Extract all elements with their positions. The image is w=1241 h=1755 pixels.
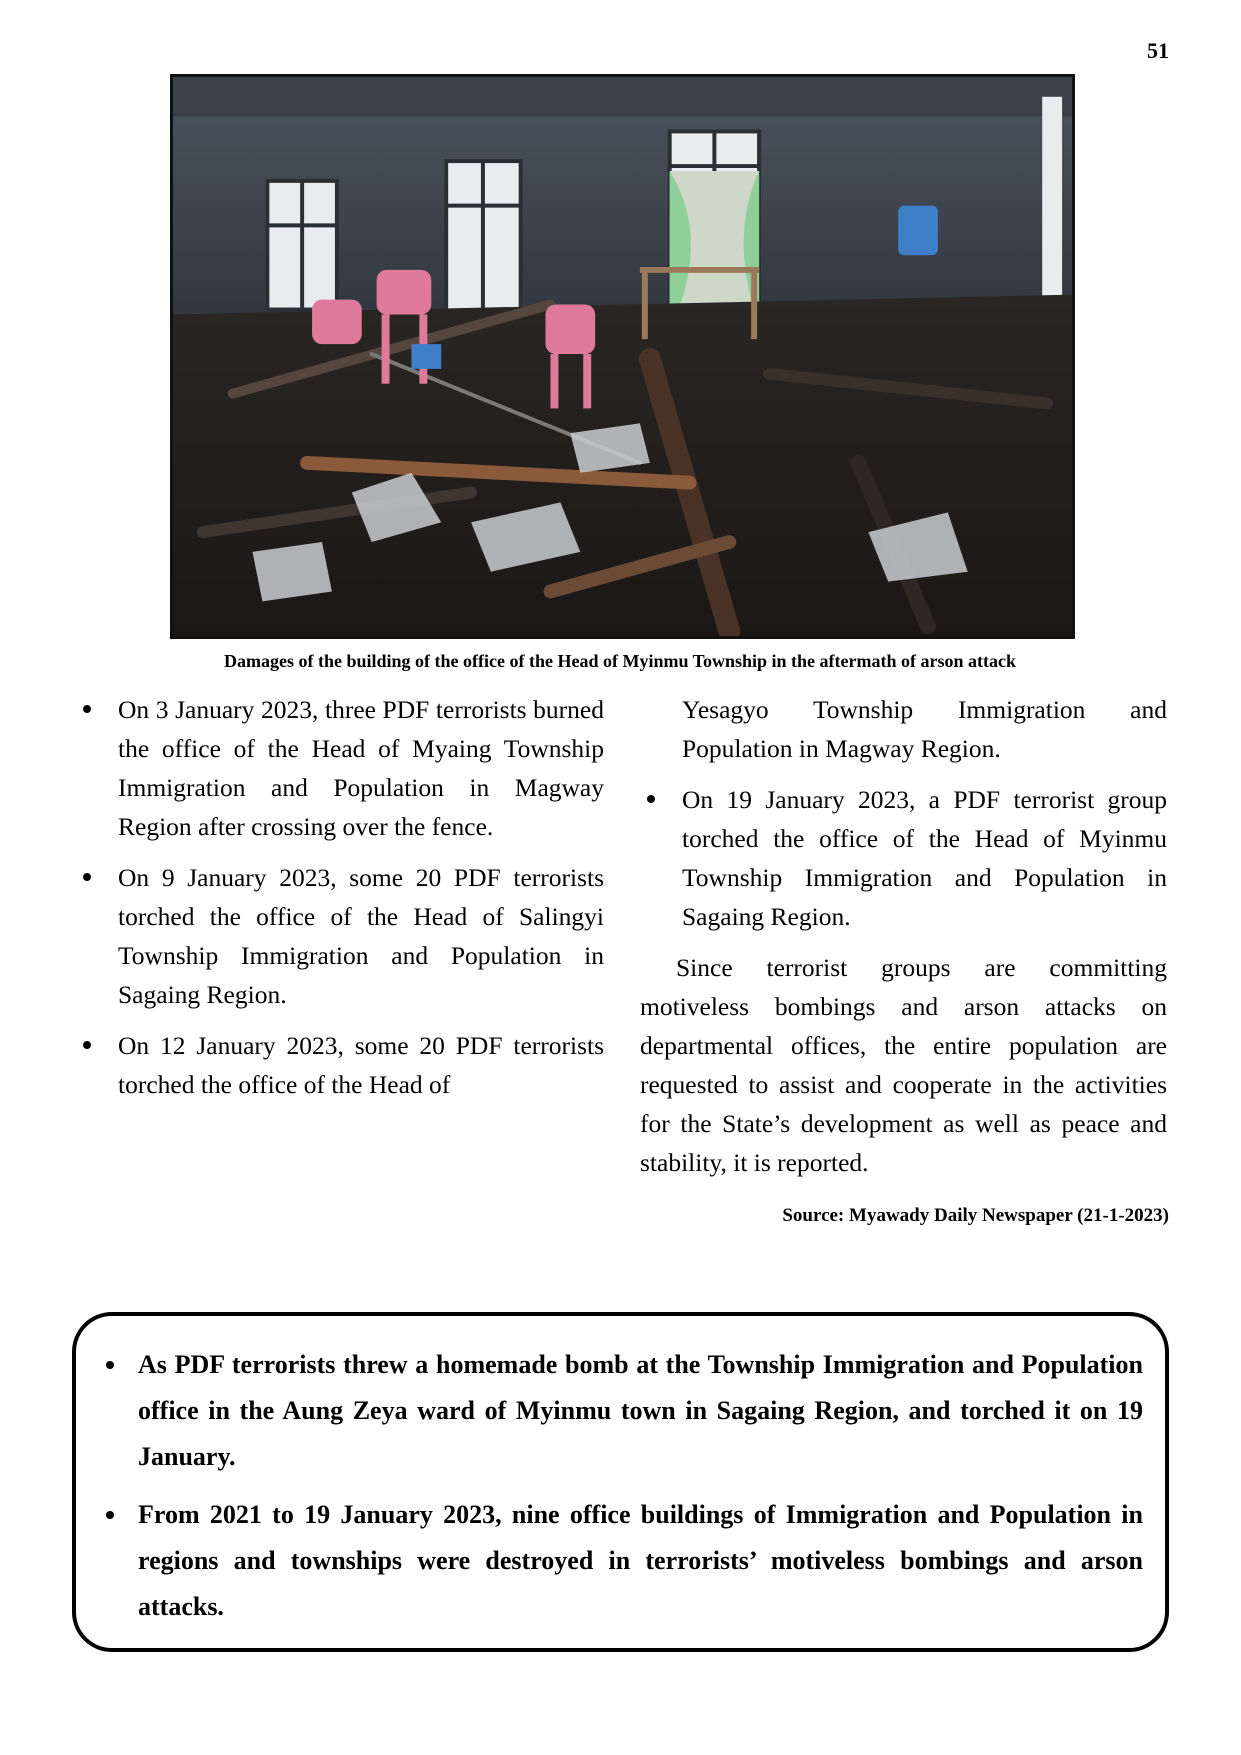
photo-illustration <box>173 77 1072 636</box>
list-item-text: On 19 January 2023, a PDF terrorist group torched the office of the Head of Myinmu Township Immigration and Population in Sagaing Region. <box>682 785 1167 931</box>
list-item <box>640 780 1167 936</box>
bullet-icon <box>106 1511 114 1519</box>
bullet-icon <box>83 873 91 881</box>
list-item <box>76 690 604 846</box>
body-paragraph: Since terrorist groups are committing motiveless bombings and arson attacks on departmental offices, the entire population are requested to assist and cooperate in the activities for the State’s development as well as peace and stability, it is reported. <box>640 953 1167 1177</box>
window-left <box>267 181 337 310</box>
list-item-text: On 9 January 2023, some 20 PDF terrorists torched the office of the Head of Salingyi Township Immigration and Population in Sagaing Region. <box>118 863 604 1009</box>
burned-office-photo <box>170 74 1075 639</box>
list-item-continuation: Yesagyo Township Immigration and Population in Magway Region. <box>682 695 1167 763</box>
bullet-icon <box>83 1041 91 1049</box>
bullet-icon <box>106 1361 114 1369</box>
source-citation: Source: Myawady Daily Newspaper (21-1-2023) <box>782 1205 1169 1226</box>
list-item-text: On 3 January 2023, three PDF terrorists burned the office of the Head of Myaing Township Immigration and Population in Magway Region after crossing over the fence. <box>118 695 604 841</box>
bullet-icon <box>647 795 655 803</box>
page-number: 51 <box>1147 38 1169 63</box>
photo-caption: Damages of the building of the office of the Head of Myinmu Township in the aftermath of arson attack <box>224 651 1016 671</box>
list-item <box>76 858 604 1014</box>
highlight-item-text: From 2021 to 19 January 2023, nine office buildings of Immigration and Population in regions and townships were destroyed in terrorists’ motiveless bombings and arson attacks. <box>138 1500 1143 1621</box>
highlight-item <box>98 1492 1143 1630</box>
highlight-item-text: As PDF terrorists threw a homemade bomb at the Township Immigration and Population office in the Aung Zeya ward of Myinmu town in Sagaing Region, and torched it on 19 January. <box>138 1350 1143 1471</box>
left-column <box>76 690 604 1116</box>
highlight-box <box>72 1312 1169 1652</box>
highlight-item <box>98 1342 1143 1480</box>
right-column <box>640 690 1167 1182</box>
list-item-text: On 12 January 2023, some 20 PDF terrorists torched the office of the Head of <box>118 1031 604 1099</box>
list-item <box>76 1026 604 1104</box>
bullet-icon <box>83 705 91 713</box>
